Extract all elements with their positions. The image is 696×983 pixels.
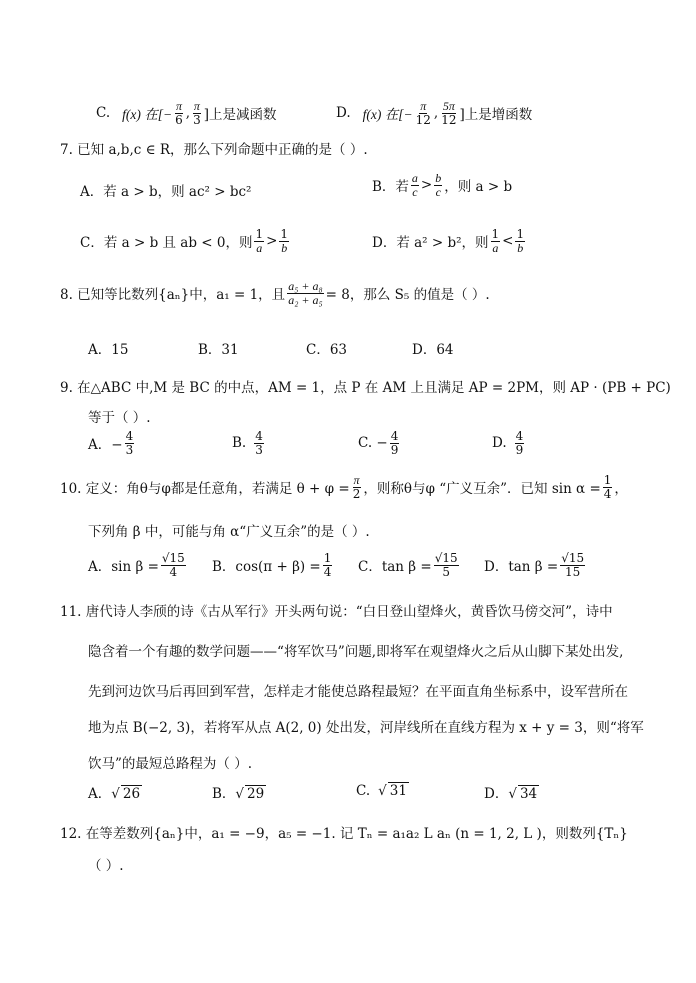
fraction: $\frac{\pi}{12}$ (415, 99, 431, 127)
q11-line-5: 饮马”的最短总路程为（ ）. (88, 756, 252, 772)
fraction: $\frac{\pi}{6}$ (175, 99, 183, 127)
q8-option-d: D．64 (412, 342, 454, 358)
q11-line-3: 先到河边饮马后再回到军营，怎样走才能使总路程最短？在平面直角坐标系中，设军营所在 (88, 684, 628, 700)
q9-option-c: C. − $\frac{4}{9}$ (358, 429, 399, 457)
fraction: $\frac{5\pi}{12}$ (441, 99, 457, 127)
q7-option-c: C．若 a > b 且 ab < 0，则 $\frac{1}{a}$ > $\frac{1}{b}$ (80, 227, 289, 255)
q10-option-b: B．cos(π + β) = $\frac{1}{4}$ (212, 551, 332, 579)
q9-option-a: A．− $\frac{4}{3}$ (88, 429, 134, 457)
q9-stem-cont: 等于（ ）. (88, 410, 151, 426)
q11-option-a: A．√ 26 (88, 786, 141, 802)
q10-option-d: D．tan β = $\frac{√15}{15}$ (484, 551, 585, 579)
q11-option-d: D．√ 34 (484, 786, 538, 802)
q8-stem: 8. 已知等比数列{aₙ}中，a₁ = 1，且 $\frac{\text{a₅ + a₈}}{\text{a₂ + a₅}}$ = 8，那么 S₅ 的值是（ ）. (60, 279, 490, 307)
q6-option-c: C. f(x) 在[− $\frac{\pi}{6}$ , $\frac{\pi}{3}$ ]上是减函数 (96, 99, 277, 127)
q11-line-2: 隐含着一个有趣的数学问题——“将军饮马”问题,即将军在观望烽火之后从山脚下某处出发, (88, 644, 624, 660)
q11-option-c: C. √ 31 (356, 783, 407, 799)
q12-stem-cont: （ ）. (88, 858, 124, 874)
q11-line-1: 11. 唐代诗人李颀的诗《古从军行》开头两句说：“白日登山望烽火，黄昏饮马傍交河”，诗中 (60, 604, 613, 620)
q7-stem: 7. 已知 a,b,c ∈ R，那么下列命题中正确的是（ ）. (60, 142, 368, 158)
q11-line-4: 地为点 B(−2, 3)，若将军从点 A(2, 0) 处出发，河岸线所在直线方程为 x + y = 3，则“将军 (88, 720, 644, 736)
q7-option-d: D．若 a² > b²，则 $\frac{1}{a}$ < $\frac{1}{b}$ (372, 227, 525, 255)
fraction: $\frac{\pi}{3}$ (193, 99, 201, 127)
q9-option-b: B. $\frac{4}{3}$ (232, 429, 263, 457)
q10-option-a: A．sin β = $\frac{√15}{4}$ (88, 551, 185, 579)
q10-stem-cont: 下列角 β 中，可能与角 α“广义互余”的是（ ）. (88, 524, 370, 540)
q10-stem: 10. 定义：角θ与φ都是任意角，若满足 θ + φ = $\frac{\pi}{2}$ ，则称θ与φ “广义互余”．已知 sin α = $\frac{1}{4}$ ， (60, 473, 628, 501)
q8-option-b: B．31 (198, 342, 239, 358)
q8-option-a: A．15 (88, 342, 129, 358)
q7-option-a: A．若 a > b，则 ac² > bc² (80, 184, 252, 200)
q9-stem: 9. 在△ABC 中,M 是 BC 的中点，AM = 1，点 P 在 AM 上且满足 AP = 2PM，则 AP · (PB + PC) (60, 380, 671, 396)
q9-option-d: D. $\frac{4}{9}$ (492, 429, 524, 457)
q11-option-b: B．√ 29 (212, 786, 265, 802)
q7-option-b: B．若 $\frac{a}{c}$ > $\frac{b}{c}$ ，则 a > b (372, 171, 513, 199)
q6-option-d: D. f(x) 在[− $\frac{\pi}{12}$ , $\frac{5\pi}{12}$ ]上是增函数 (336, 99, 533, 127)
q10-option-c: C．tan β = $\frac{√15}{5}$ (358, 551, 458, 579)
q12-stem: 12. 在等差数列{aₙ}中，a₁ = −9，a₅ = −1. 记 Tₙ = a₁a₂ L aₙ (n = 1, 2, L )，则数列{Tₙ} (60, 826, 628, 842)
q8-option-c: C．63 (306, 342, 348, 358)
